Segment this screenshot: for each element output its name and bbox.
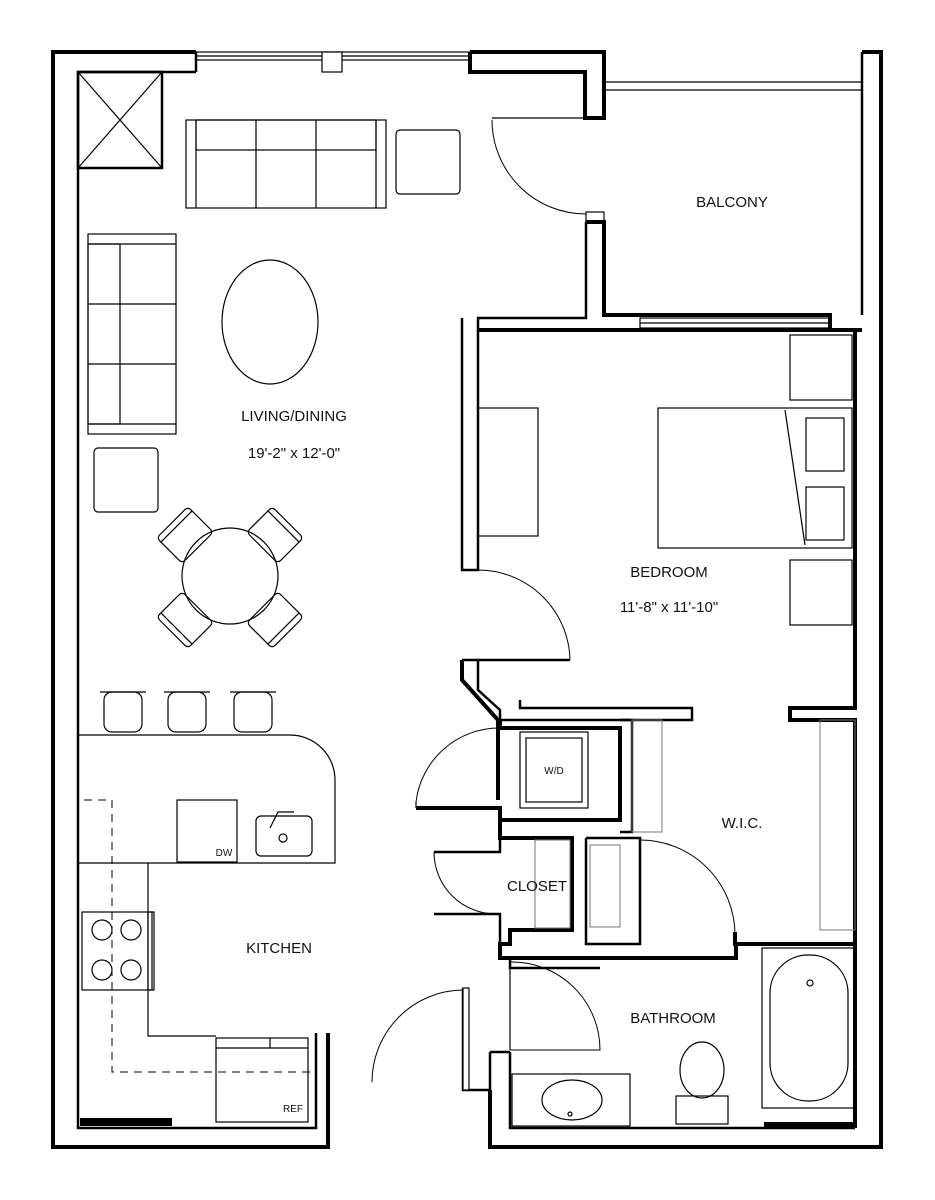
label-closet: CLOSET bbox=[506, 878, 568, 895]
balcony bbox=[462, 82, 862, 570]
label-living-size: 19'-2" x 12'-0" bbox=[247, 445, 341, 462]
bedroom-door bbox=[478, 570, 570, 660]
balcony-door bbox=[492, 118, 604, 222]
top-window bbox=[196, 52, 470, 72]
label-bedroom: BEDROOM bbox=[630, 564, 708, 581]
closet-walls bbox=[434, 820, 736, 958]
kitchen-fixtures bbox=[78, 735, 335, 1122]
label-washer-dryer: W/D bbox=[544, 766, 564, 777]
wic-door bbox=[640, 840, 735, 935]
bedroom-window bbox=[640, 318, 830, 328]
label-kitchen: KITCHEN bbox=[246, 940, 312, 957]
mechanical-shaft bbox=[78, 72, 162, 168]
label-refrigerator: REF bbox=[283, 1104, 303, 1115]
entry-door bbox=[372, 988, 469, 1090]
exterior-walls bbox=[53, 52, 881, 1147]
bathroom-walls bbox=[463, 944, 855, 1128]
label-bathroom: BATHROOM bbox=[630, 1010, 716, 1027]
laundry-closet bbox=[416, 720, 632, 832]
label-dishwasher: DW bbox=[215, 848, 233, 859]
label-balcony: BALCONY bbox=[696, 194, 768, 211]
label-living: LIVING/DINING bbox=[241, 408, 347, 425]
bathroom-fixtures bbox=[512, 948, 854, 1126]
room-labels bbox=[216, 194, 768, 1115]
living-furniture bbox=[88, 120, 460, 732]
label-wic: W.I.C. bbox=[721, 815, 763, 832]
bedroom-furniture bbox=[478, 335, 852, 625]
label-bedroom-size: 11'-8" x 11'-10" bbox=[619, 599, 719, 616]
